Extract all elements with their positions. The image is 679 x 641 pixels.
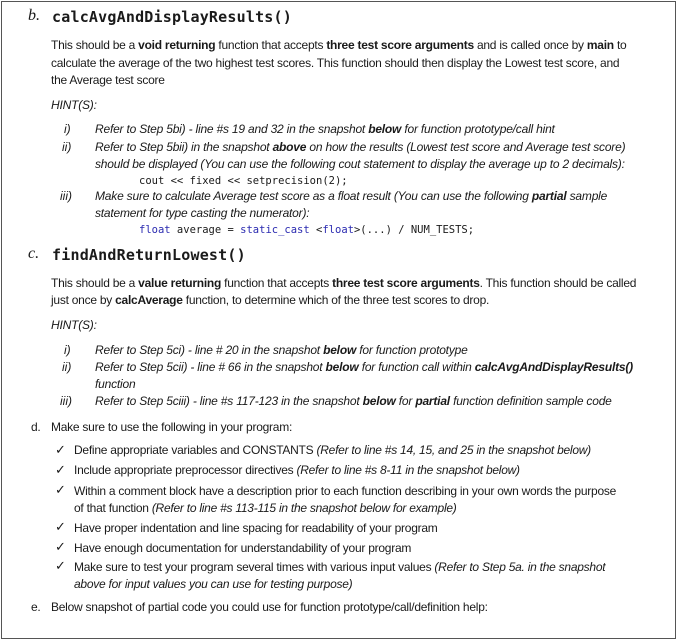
check-icon: ✓ <box>55 519 66 534</box>
section-c-hint-2-cont: function <box>95 377 136 391</box>
section-b-hint-1: Refer to Step 5bi) - line #s 19 and 32 in the snapshot below for function prototype/call hint <box>95 122 555 136</box>
section-c-hint-1-number: i) <box>64 343 71 357</box>
section-b-hint-1-number: i) <box>64 122 71 136</box>
section-c-title: findAndReturnLowest() <box>52 246 246 264</box>
section-d-item-5: Have enough documentation for understandability of your program <box>74 541 412 555</box>
section-b-desc-line-2: calculate the average of the two highest test scores. This function should then display the Lowest test score, and <box>51 56 620 70</box>
section-d-item-4: Have proper indentation and line spacing for readability of your program <box>74 521 438 535</box>
section-b-hint-3-number: iii) <box>60 189 72 203</box>
section-b-hint-label: HINT(S): <box>51 98 97 112</box>
section-b-hint-3-cont: statement for type casting the numerator): <box>95 206 310 220</box>
section-b-desc-line-1: This should be a void returning function that accepts three test score arguments and is called once by main to <box>51 38 627 52</box>
section-b-letter: b. <box>28 7 40 24</box>
section-d-item-6: Make sure to test your program several times with various input values (Refer to Step 5a. in the snapshot <box>74 560 606 574</box>
section-d-item-1: Define appropriate variables and CONSTANTS (Refer to line #s 14, 15, and 25 in the snapshot below) <box>74 443 591 457</box>
section-b-title: calcAvgAndDisplayResults() <box>52 8 292 26</box>
check-icon: ✓ <box>55 442 66 457</box>
section-c-hint-2-number: ii) <box>62 360 72 374</box>
section-d-item-3: Within a comment block have a description prior to each function describing in your own words the purpose <box>74 484 617 498</box>
section-d-item-2: Include appropriate preprocessor directives (Refer to line #s 8-11 in the snapshot below) <box>74 463 520 477</box>
section-b-hint-2-cont: should be displayed (You can use the following cout statement to display the average up to 2 decimals): <box>95 157 625 171</box>
check-icon: ✓ <box>55 462 66 477</box>
section-b-hint-2-number: ii) <box>62 140 72 154</box>
section-d-intro: Make sure to use the following in your program: <box>51 420 293 434</box>
section-d-item-3-cont: of that function (Refer to line #s 113-115 in the snapshot below for example) <box>74 501 457 515</box>
section-c-desc-line-1: This should be a value returning function that accepts three test score arguments. This function should be called <box>51 276 637 290</box>
check-icon: ✓ <box>55 558 66 573</box>
section-c-hint-3-number: iii) <box>60 394 72 408</box>
section-c-letter: c. <box>28 245 40 262</box>
section-c-hint-2: Refer to Step 5cii) - line # 66 in the snapshot below for function call within calcAvgAndDisplayResults() <box>95 360 633 374</box>
section-d-item-6-cont: above for input values you can use for testing purpose) <box>74 577 353 591</box>
section-c-hint-label: HINT(S): <box>51 318 97 332</box>
section-b-desc-line-3: the Average test score <box>51 73 165 87</box>
section-b-code-cout: cout << fixed << setprecision(2); <box>139 175 348 187</box>
section-e-letter: e. <box>31 600 41 614</box>
section-c-desc-line-2: just once by calcAverage function, to determine which of the three test scores to drop. <box>51 293 490 307</box>
section-c-hint-3: Refer to Step 5ciii) - line #s 117-123 in the snapshot below for partial function definition sample code <box>95 394 612 408</box>
section-b-code-cast: float average = static_cast <float>(...) / NUM_TESTS; <box>139 224 475 236</box>
check-icon: ✓ <box>55 482 66 497</box>
section-d-letter: d. <box>31 420 41 434</box>
section-e-text: Below snapshot of partial code you could use for function prototype/call/definition help: <box>51 600 488 614</box>
section-b-hint-2: Refer to Step 5bii) in the snapshot above on how the results (Lowest test score and Average test score) <box>95 140 626 154</box>
section-c-hint-1: Refer to Step 5ci) - line # 20 in the snapshot below for function prototype <box>95 343 468 357</box>
section-b-hint-3: Make sure to calculate Average test score as a float result (You can use the following partial sample <box>95 189 608 203</box>
check-icon: ✓ <box>55 539 66 554</box>
